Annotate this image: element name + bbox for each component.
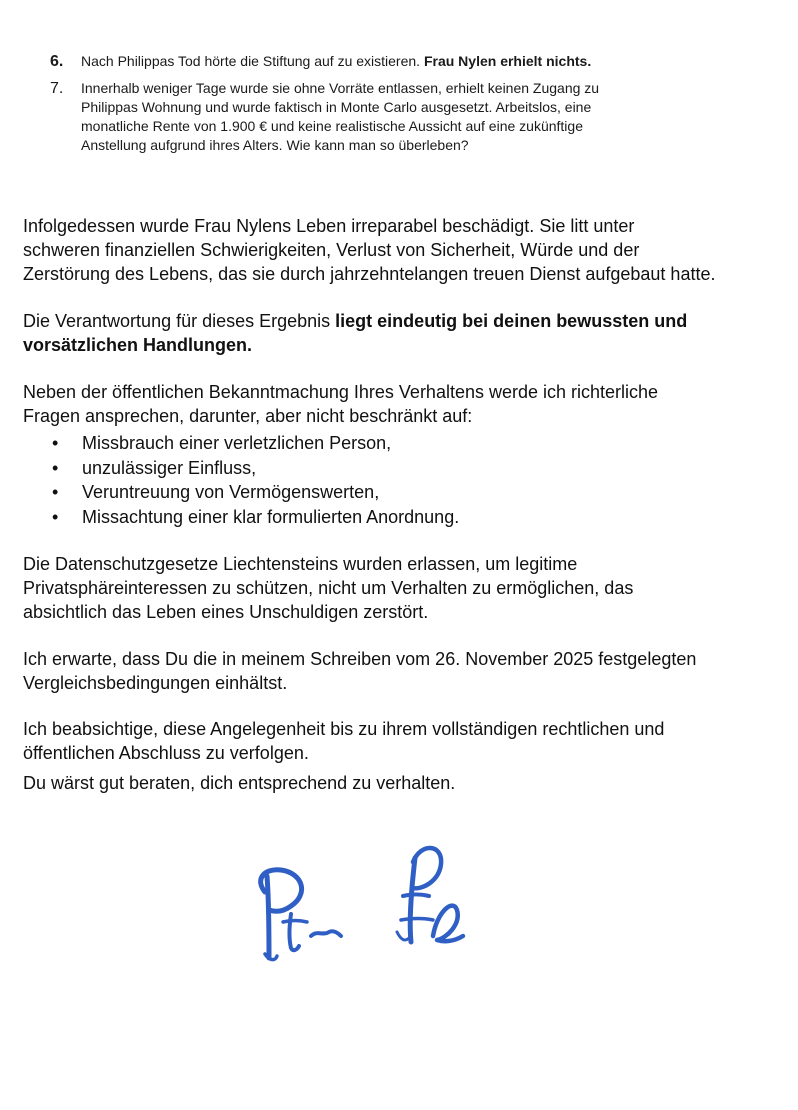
item-text-bold: Frau Nylen erhielt nichts.	[423, 53, 592, 69]
paragraph-line: absichtlich das Leben eines Unschuldigen zerstört.	[23, 602, 429, 622]
item-text: Nach Philippas Tod hörte die Stiftung auf zu existieren.	[81, 53, 424, 69]
item-number: 7.	[50, 80, 64, 97]
paragraph-legal-questions	[23, 380, 773, 428]
bullet-item	[23, 480, 763, 505]
paragraph-line: öffentlichen Abschluss zu verfolgen.	[23, 743, 309, 763]
paragraph-bold: liegt eindeutig bei deinen bewussten und	[335, 311, 688, 331]
list-item-6	[50, 52, 750, 71]
paragraph-line: Neben der öffentlichen Bekanntmachung Ihres Verhaltens werde ich richterliche	[23, 382, 659, 402]
bullet-dot: •	[52, 506, 59, 527]
paragraph-closing: Du wärst gut beraten, dich entsprechend zu verhalten.	[23, 773, 456, 793]
bullet-text: Missachtung einer klar formulierten Anordnung.	[82, 506, 460, 527]
list-item-7	[50, 79, 750, 155]
paragraph-settlement	[23, 647, 773, 695]
paragraph-line: Privatsphäreinteressen zu schützen, nicht um Verhalten zu ermöglichen, das	[23, 578, 634, 598]
item-line: Anstellung aufgrund ihres Alters. Wie kann man so überleben?	[81, 137, 469, 153]
bullet-item	[23, 505, 763, 530]
bullet-text: Veruntreuung von Vermögenswerten,	[82, 482, 380, 502]
paragraph-text: Die Verantwortung für dieses Ergebnis	[23, 311, 336, 331]
paragraph-line: Ich beabsichtige, diese Angelegenheit bis zu ihrem vollständigen rechtlichen und	[23, 719, 665, 739]
paragraph-privacy-laws	[23, 552, 773, 624]
paragraph-line: Vergleichsbedingungen einhältst.	[23, 673, 288, 693]
paragraph-line: Zerstörung des Lebens, das sie durch jahrzehntelangen treuen Dienst aufgebaut hatte.	[23, 264, 716, 284]
item-line: monatliche Rente von 1.900 € und keine realistische Aussicht auf eine zukünftige	[81, 118, 583, 134]
paragraph-responsibility	[23, 309, 773, 357]
bullet-item	[23, 431, 763, 456]
paragraph-consequences	[23, 214, 773, 286]
item-line: Innerhalb weniger Tage wurde sie ohne Vorräte entlassen, erhielt keinen Zugang zu	[81, 80, 600, 96]
handwritten-signature	[225, 832, 485, 972]
bullet-item	[23, 456, 763, 481]
bullet-list	[23, 431, 763, 529]
paragraph-intention	[23, 717, 773, 765]
bullet-text: unzulässiger Einfluss,	[82, 457, 257, 478]
bullet-dot: •	[52, 457, 59, 478]
paragraph-line: Infolgedessen wurde Frau Nylens Leben irreparabel beschädigt. Sie litt unter	[23, 216, 635, 236]
paragraph-line: schweren finanziellen Schwierigkeiten, Verlust von Sicherheit, Würde und der	[23, 240, 640, 260]
numbered-list	[50, 52, 750, 155]
paragraph-line: Die Datenschutzgesetze Liechtensteins wurden erlassen, um legitime	[23, 554, 578, 574]
paragraph-line: Ich erwarte, dass Du die in meinem Schreiben vom 26. November 2025 festgelegten	[23, 649, 697, 669]
item-line: Philippas Wohnung und wurde faktisch in Monte Carlo ausgesetzt. Arbeitslos, eine	[81, 99, 592, 115]
bullet-dot: •	[52, 482, 59, 502]
item-number: 6.	[50, 53, 64, 70]
bullet-dot: •	[52, 433, 59, 453]
paragraph-line: Fragen ansprechen, darunter, aber nicht beschränkt auf:	[23, 406, 473, 426]
bullet-text: Missbrauch einer verletzlichen Person,	[82, 433, 392, 453]
paragraph-bold: vorsätzlichen Handlungen.	[23, 335, 253, 355]
